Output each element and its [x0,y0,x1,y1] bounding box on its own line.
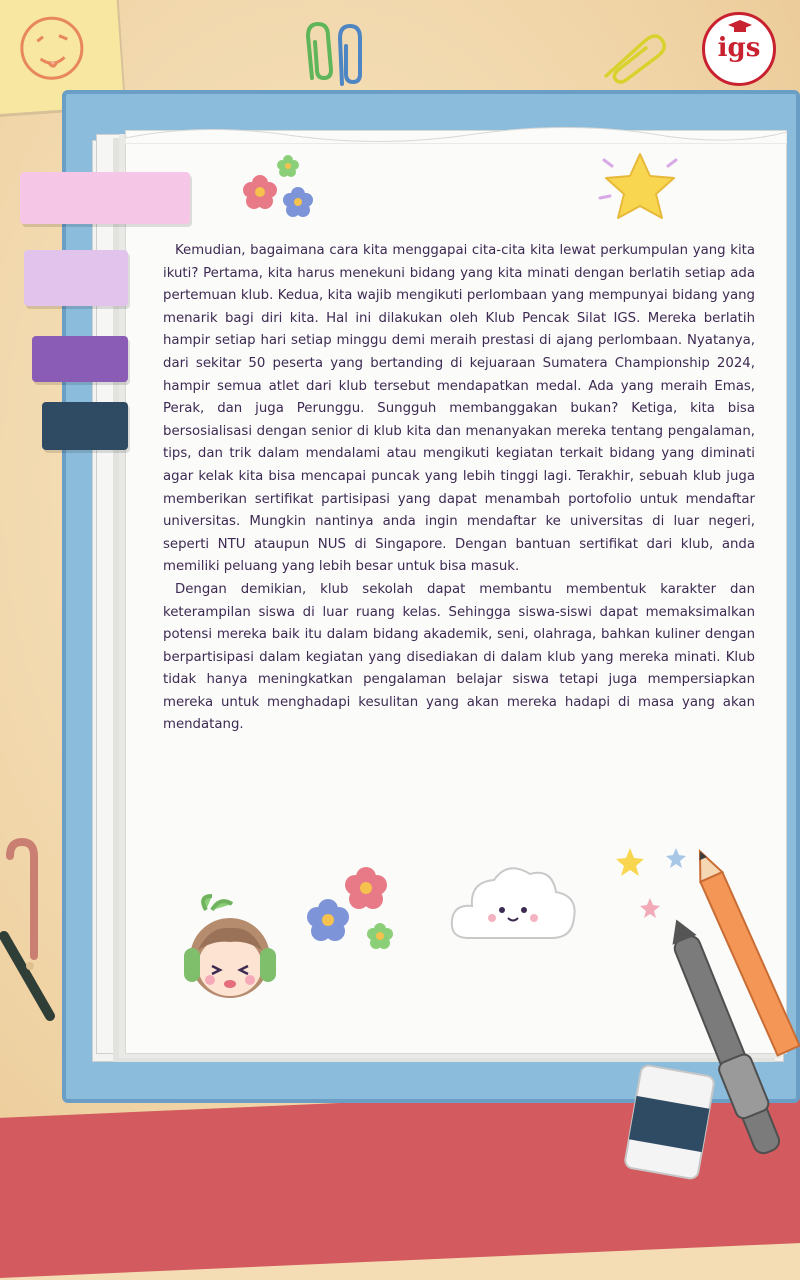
article-paragraph-1: Kemudian, bagaimana cara kita menggapai cita-cita kita lewat perkumpulan yang kita ikuti? Pertama, kita harus menekuni bidang yang kita minati dengan berlatih setiap ada pertemuan klub. Kedua, kita wajib mengikuti perlombaan yang mempunyai bidang yang menarik bagi diri kita. Hal ini dilakukan oleh Klub Pencak Silat IGS. Mereka berlatih hampir setiap hari setiap minggu demi meraih prestasi di ajang perlombaan. Nyatanya, dari sekitar 50 peserta yang bertanding di kejuaraan Sumatera Championship 2024, hampir semua atlet dari klub tersebut mendapatkan medal. Ada yang meraih Emas, Perak, dan juga Perunggu. Sungguh membanggakan bukan? Ketiga, kita bisa bersosialisasi dengan senior di klub kita dan menanyakan mereka tentang pengalaman, tips, dan trik dalam mendalami atau mengikuti kegiatan terkait bidang yang diminati agar kelak kita bisa mencapai puncak yang lebih tinggi lagi. Terakhir, sebuah klub juga memberikan sertifikat partisipasi yang dapat menambah portofolio untuk mendaftar universitas. Mungkin nantinya anda ingin mendaftar ke universitas di luar negeri, seperti NTU ataupun NUS di Singapore. Dengan bantuan sertifikat dari klub, anda memiliki peluang yang lebih besar untuk bisa masuk. [163,243,755,575]
scissors-icon [0,836,70,1026]
flower-cluster-bottom-icon [300,862,410,962]
smiling-cloud-icon [448,858,582,954]
paper-wavy-top [125,118,787,144]
pink-tab [20,172,190,224]
igs-logo [702,12,776,86]
article-body [163,240,755,737]
purple-tab [32,336,128,382]
eraser-icon [614,1062,724,1188]
logo-text: igs [717,33,761,63]
yellow-star-icon [596,146,686,226]
girl-with-headphones-icon [170,892,290,1012]
article-paragraph-2: Dengan demikian, klub sekolah dapat membantu membentuk karakter dan keterampilan siswa di luar ruang kelas. Sehingga siswa-siswi dapat memaksimalkan potensi mereka baik itu dalam bidang akademik, seni, olahraga, bahkan kuliner dengan berpartisipasi dalam kegiatan yang disediakan di dalam klub yang mereka minati. Klub tidak hanya meningkatkan pengalaman belajar siswa tetapi juga mempersiapkan mereka untuk menghadapi kesulitan yang akan mereka hadapi di masa yang akan mendatang. [163,581,755,733]
flower-cluster-top-icon [238,150,328,230]
yellow-paperclip-icon [596,26,676,86]
green-paperclip-icon [298,18,378,93]
navy-tab [42,402,128,450]
lilac-tab [24,250,128,306]
